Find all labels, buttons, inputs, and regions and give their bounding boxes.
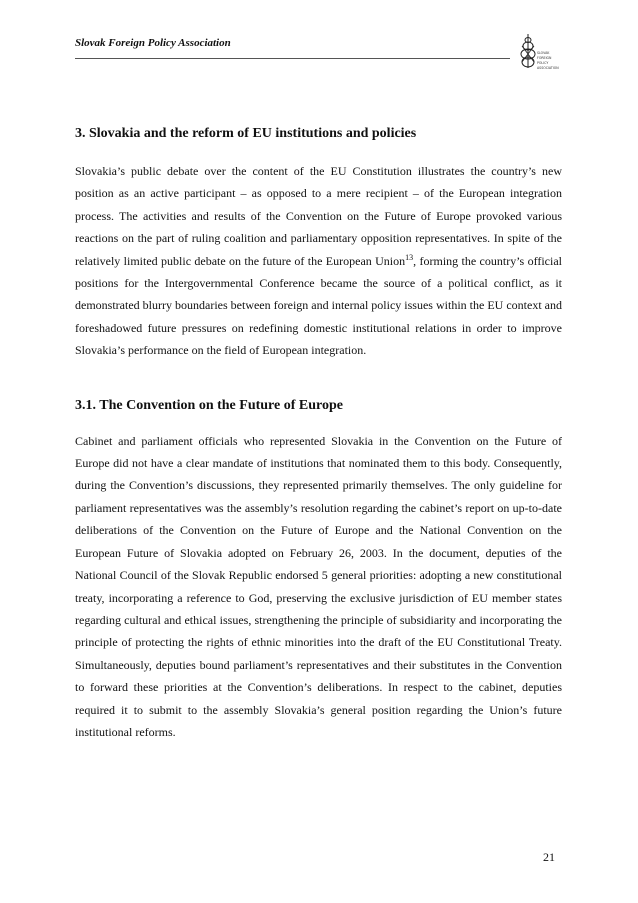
section-title: 3. Slovakia and the reform of EU institutions and policies [75, 126, 417, 141]
footnote-ref[interactable]: 13 [405, 252, 414, 262]
paragraph-text: , forming the country’s official positions for the Intergovernmental Conference became the source of a political conflict, as it demonstrated blurry boundaries between foreign and internal policy issues within the EU context and foreshadowed future pressures on redefining domestic institutional relations in order to improve Slovakia’s performance on the field of European integration. [75, 253, 562, 358]
section-paragraph [75, 160, 562, 362]
logo-text-4: ASSOCIATION [537, 66, 559, 70]
sfpa-logo [517, 34, 565, 84]
logo-text-3: POLICY [537, 61, 549, 65]
header-rule [75, 58, 510, 59]
page-number: 21 [543, 850, 555, 864]
header-organization: Slovak Foreign Policy Association [75, 37, 231, 49]
subsection-title: 3.1. The Convention on the Future of Europe [75, 397, 343, 413]
paragraph-text: Slovakia’s public debate over the content of the EU Constitution illustrates the country’s new position as an active participant – as opposed to a mere recipient – of the European integration process. The activities and results of the Convention on the Future of Europe provoked various reactions on the part of ruling coalition and parliamentary opposition representatives. In spite of the relatively limited public debate on the future of the European Union [75, 164, 562, 268]
subsection-paragraph: Cabinet and parliament officials who represented Slovakia in the Convention on the Future of Europe did not have a clear mandate of institutions that nominated them to this body. Consequently, during the Convention’s discussions, they represented primarily themselves. The only guideline for parliament representatives was the assembly’s resolution regarding the cabinet’s report on up-to-date deliberations of the Convention on the Future of Europe and the National Convention on the European Future of Slovakia adopted on February 26, 2003. In the document, deputies of the National Council of the Slovak Republic endorsed 5 general priorities: adopting a new constitutional treaty, incorporating a reference to God, preserving the exclusive jurisdiction of EU member states regarding cultural and ethical issues, strengthening the principle of subsidiarity and incorporating the principle of protecting the rights of ethnic minorities into the draft of the EU Constitutional Treaty. Simultaneously, deputies bound parliament’s representatives and their substitutes in the Convention to forward these priorities at the Convention’s deliberations. In respect to the cabinet, deputies required it to submit to the assembly Slovakia’s general position regarding the Union’s future institutional reforms. [75, 433, 562, 739]
page-content [75, 108, 562, 743]
logo-text-1: SLOVAK [537, 51, 550, 55]
logo-text-2: FOREIGN [537, 56, 552, 60]
